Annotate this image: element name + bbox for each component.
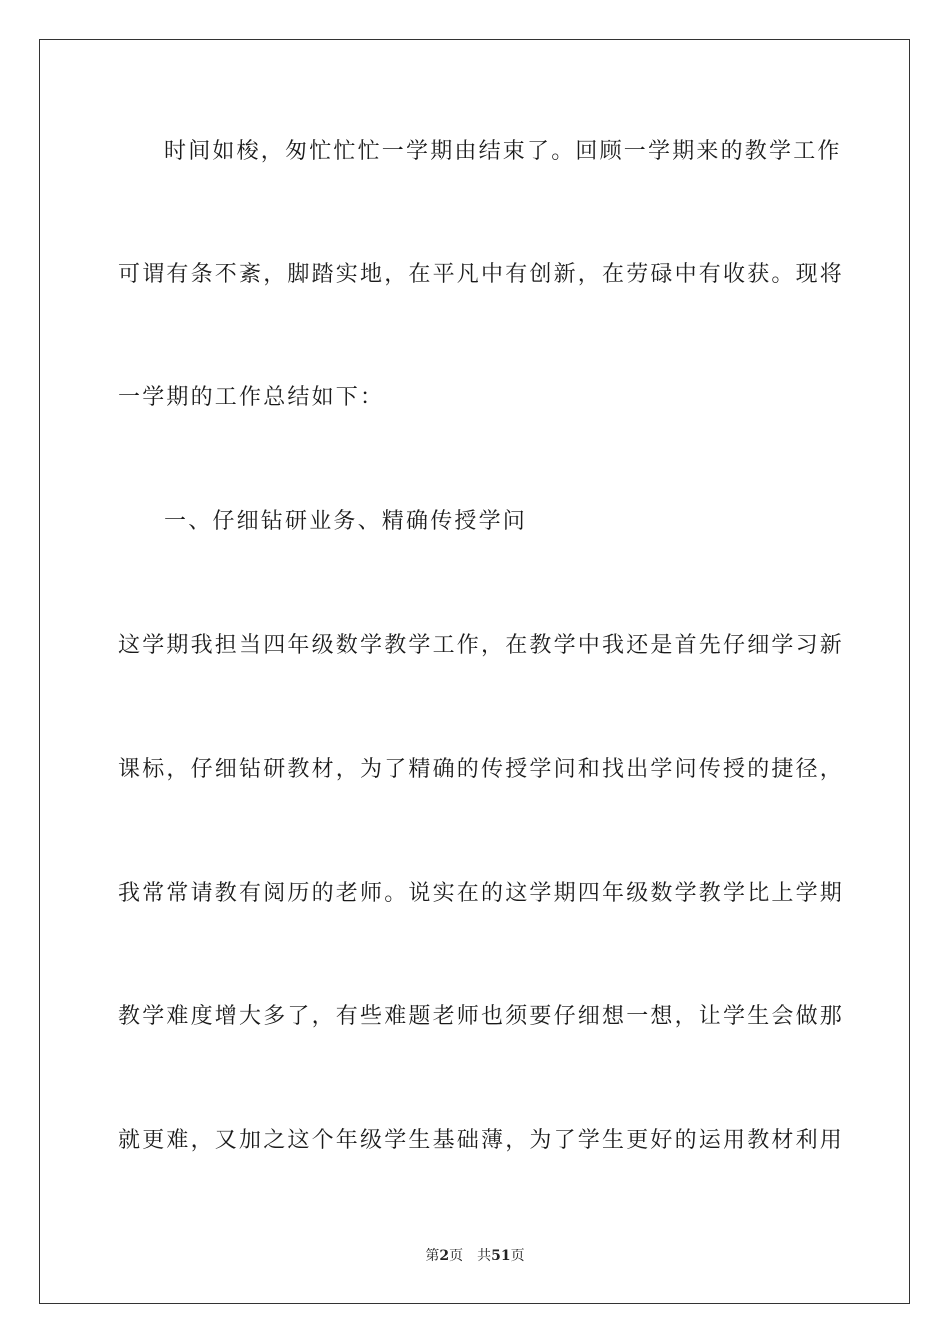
total-suffix: 页 xyxy=(510,1248,525,1264)
page-prefix: 第 xyxy=(425,1248,440,1264)
total-pages: 51 xyxy=(491,1248,511,1264)
paragraph-line-1: 时间如梭，匆忙忙忙一学期由结束了。回顾一学期来的教学工作 xyxy=(164,139,842,164)
page-footer xyxy=(0,1247,950,1265)
paragraph-line-7: 我常常请教有阅历的老师。说实在的这学期四年级数学教学比上学期 xyxy=(118,881,845,906)
paragraph-line-9: 就更难，又加之这个年级学生基础薄，为了学生更好的运用教材利用 xyxy=(118,1128,845,1153)
paragraph-line-6: 课标，仔细钻研教材，为了精确的传授学问和找出学问传授的捷径， xyxy=(118,757,845,782)
paragraph-line-5: 这学期我担当四年级数学教学工作，在教学中我还是首先仔细学习新 xyxy=(118,633,845,658)
page-number: 2 xyxy=(439,1248,450,1264)
paragraph-line-2: 可谓有条不紊，脚踏实地，在平凡中有创新，在劳碌中有收获。现将 xyxy=(118,262,845,287)
total-prefix: 共 xyxy=(477,1248,492,1264)
page-border xyxy=(39,39,910,1304)
paragraph-line-3: 一学期的工作总结如下： xyxy=(118,385,385,410)
paragraph-line-8: 教学难度增大多了，有些难题老师也须要仔细想一想，让学生会做那 xyxy=(118,1004,845,1029)
page-suffix: 页 xyxy=(449,1248,464,1264)
section-heading: 一、仔细钻研业务、精确传授学问 xyxy=(164,509,528,534)
